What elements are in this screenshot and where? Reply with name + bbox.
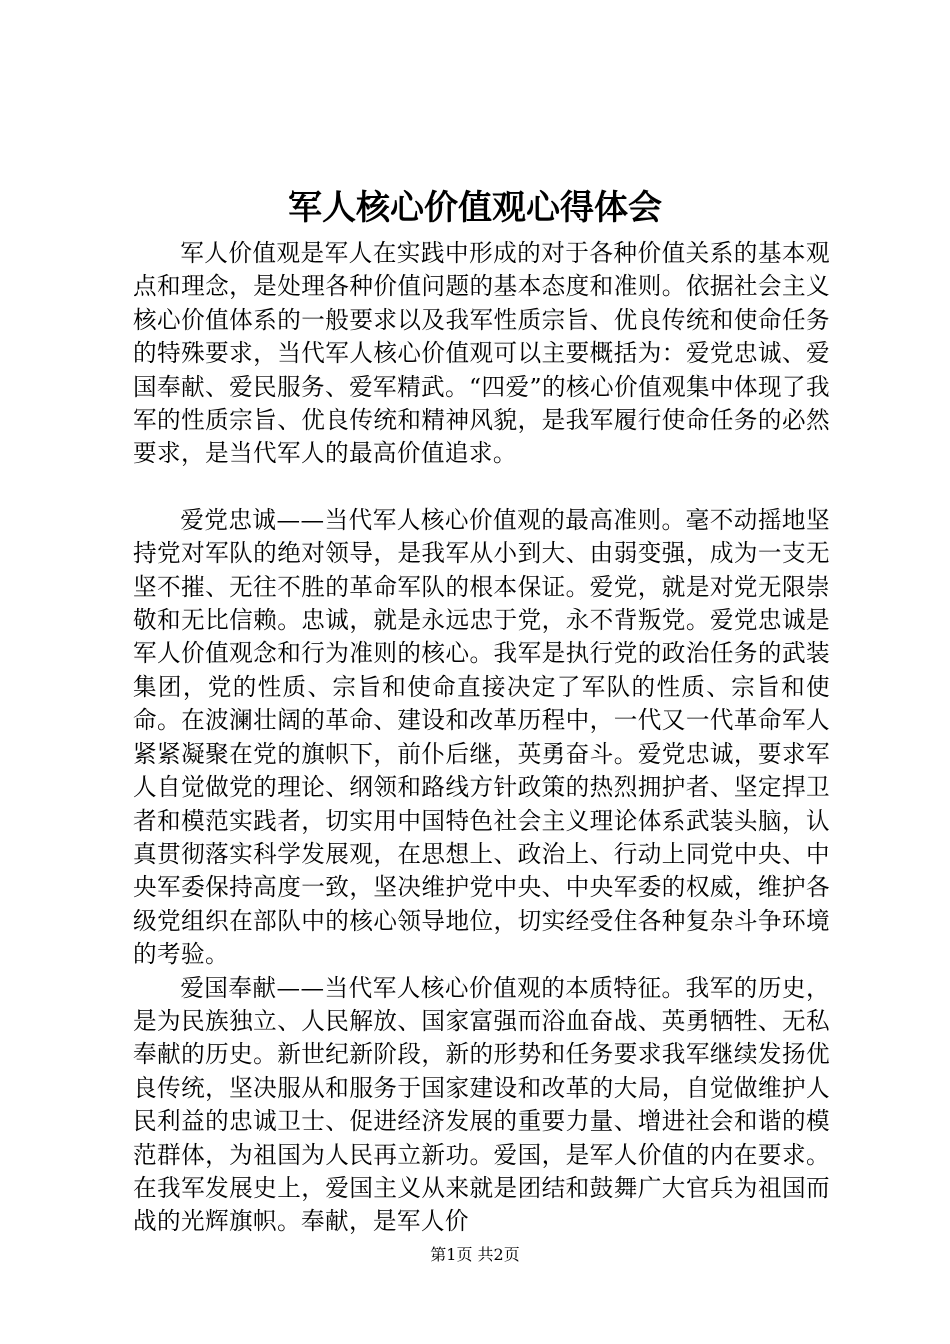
paragraph-gap [133, 471, 830, 504]
page-footer: 第1页 共2页 [430, 1245, 520, 1264]
document-body [133, 237, 830, 1239]
paragraph-patriotic-dedication: 爱国奉献——当代军人核心价值观的本质特征。我军的历史，是为民族独立、人民解放、国家富强而浴血奋战、英勇牺牲、无私奉献的历史。新世纪新阶段，新的形势和任务要求我军继续发扬优良传统，坚决服从和服务于国家建设和改革的大局，自觉做维护人民利益的忠诚卫士、促进经济发展的重要力量、增进社会和谐的模范群体，为祖国为人民再立新功。爱国，是军人价值的内在要求。在我军发展史上，爱国主义从来就是团结和鼓舞广大官兵为祖国而战的光辉旗帜。奉献，是军人价 [133, 973, 830, 1236]
paragraph-intro: 军人价值观是军人在实践中形成的对于各种价值关系的基本观点和理念，是处理各种价值问题的基本态度和准则。依据社会主义核心价值体系的一般要求以及我军性质宗旨、优良传统和使命任务的特殊要求，当代军人核心价值观可以主要概括为：爱党忠诚、爱国奉献、爱民服务、爱军精武。“四爱”的核心价值观集中体现了我军的性质宗旨、优良传统和精神风貌，是我军履行使命任务的必然要求，是当代军人的最高价值追求。 [133, 239, 830, 468]
document-title: 军人核心价值观心得体会 [288, 188, 662, 228]
paragraph-party-loyalty: 爱党忠诚——当代军人核心价值观的最高准则。毫不动摇地坚持党对军队的绝对领导，是我军从小到大、由弱变强，成为一支无坚不摧、无往不胜的革命军队的根本保证。爱党，就是对党无限崇敬和无比信赖。忠诚，就是永远忠于党，永不背叛党。爱党忠诚是军人价值观念和行为准则的核心。我军是执行党的政治任务的武装集团，党的性质、宗旨和使命直接决定了军队的性质、宗旨和使命。在波澜壮阔的革命、建设和改革历程中，一代又一代革命军人紧紧凝聚在党的旗帜下，前仆后继，英勇奋斗。爱党忠诚，要求军人自觉做党的理论、纲领和路线方针政策的热烈拥护者、坚定捍卫者和模范实践者，切实用中国特色社会主义理论体系武装头脑，认真贯彻落实科学发展观，在思想上、政治上、行动上同党中央、中央军委保持高度一致，坚决维护党中央、中央军委的权威，维护各级党组织在部队中的核心领导地位，切实经受住各种复杂斗争环境的考验。 [133, 505, 830, 969]
